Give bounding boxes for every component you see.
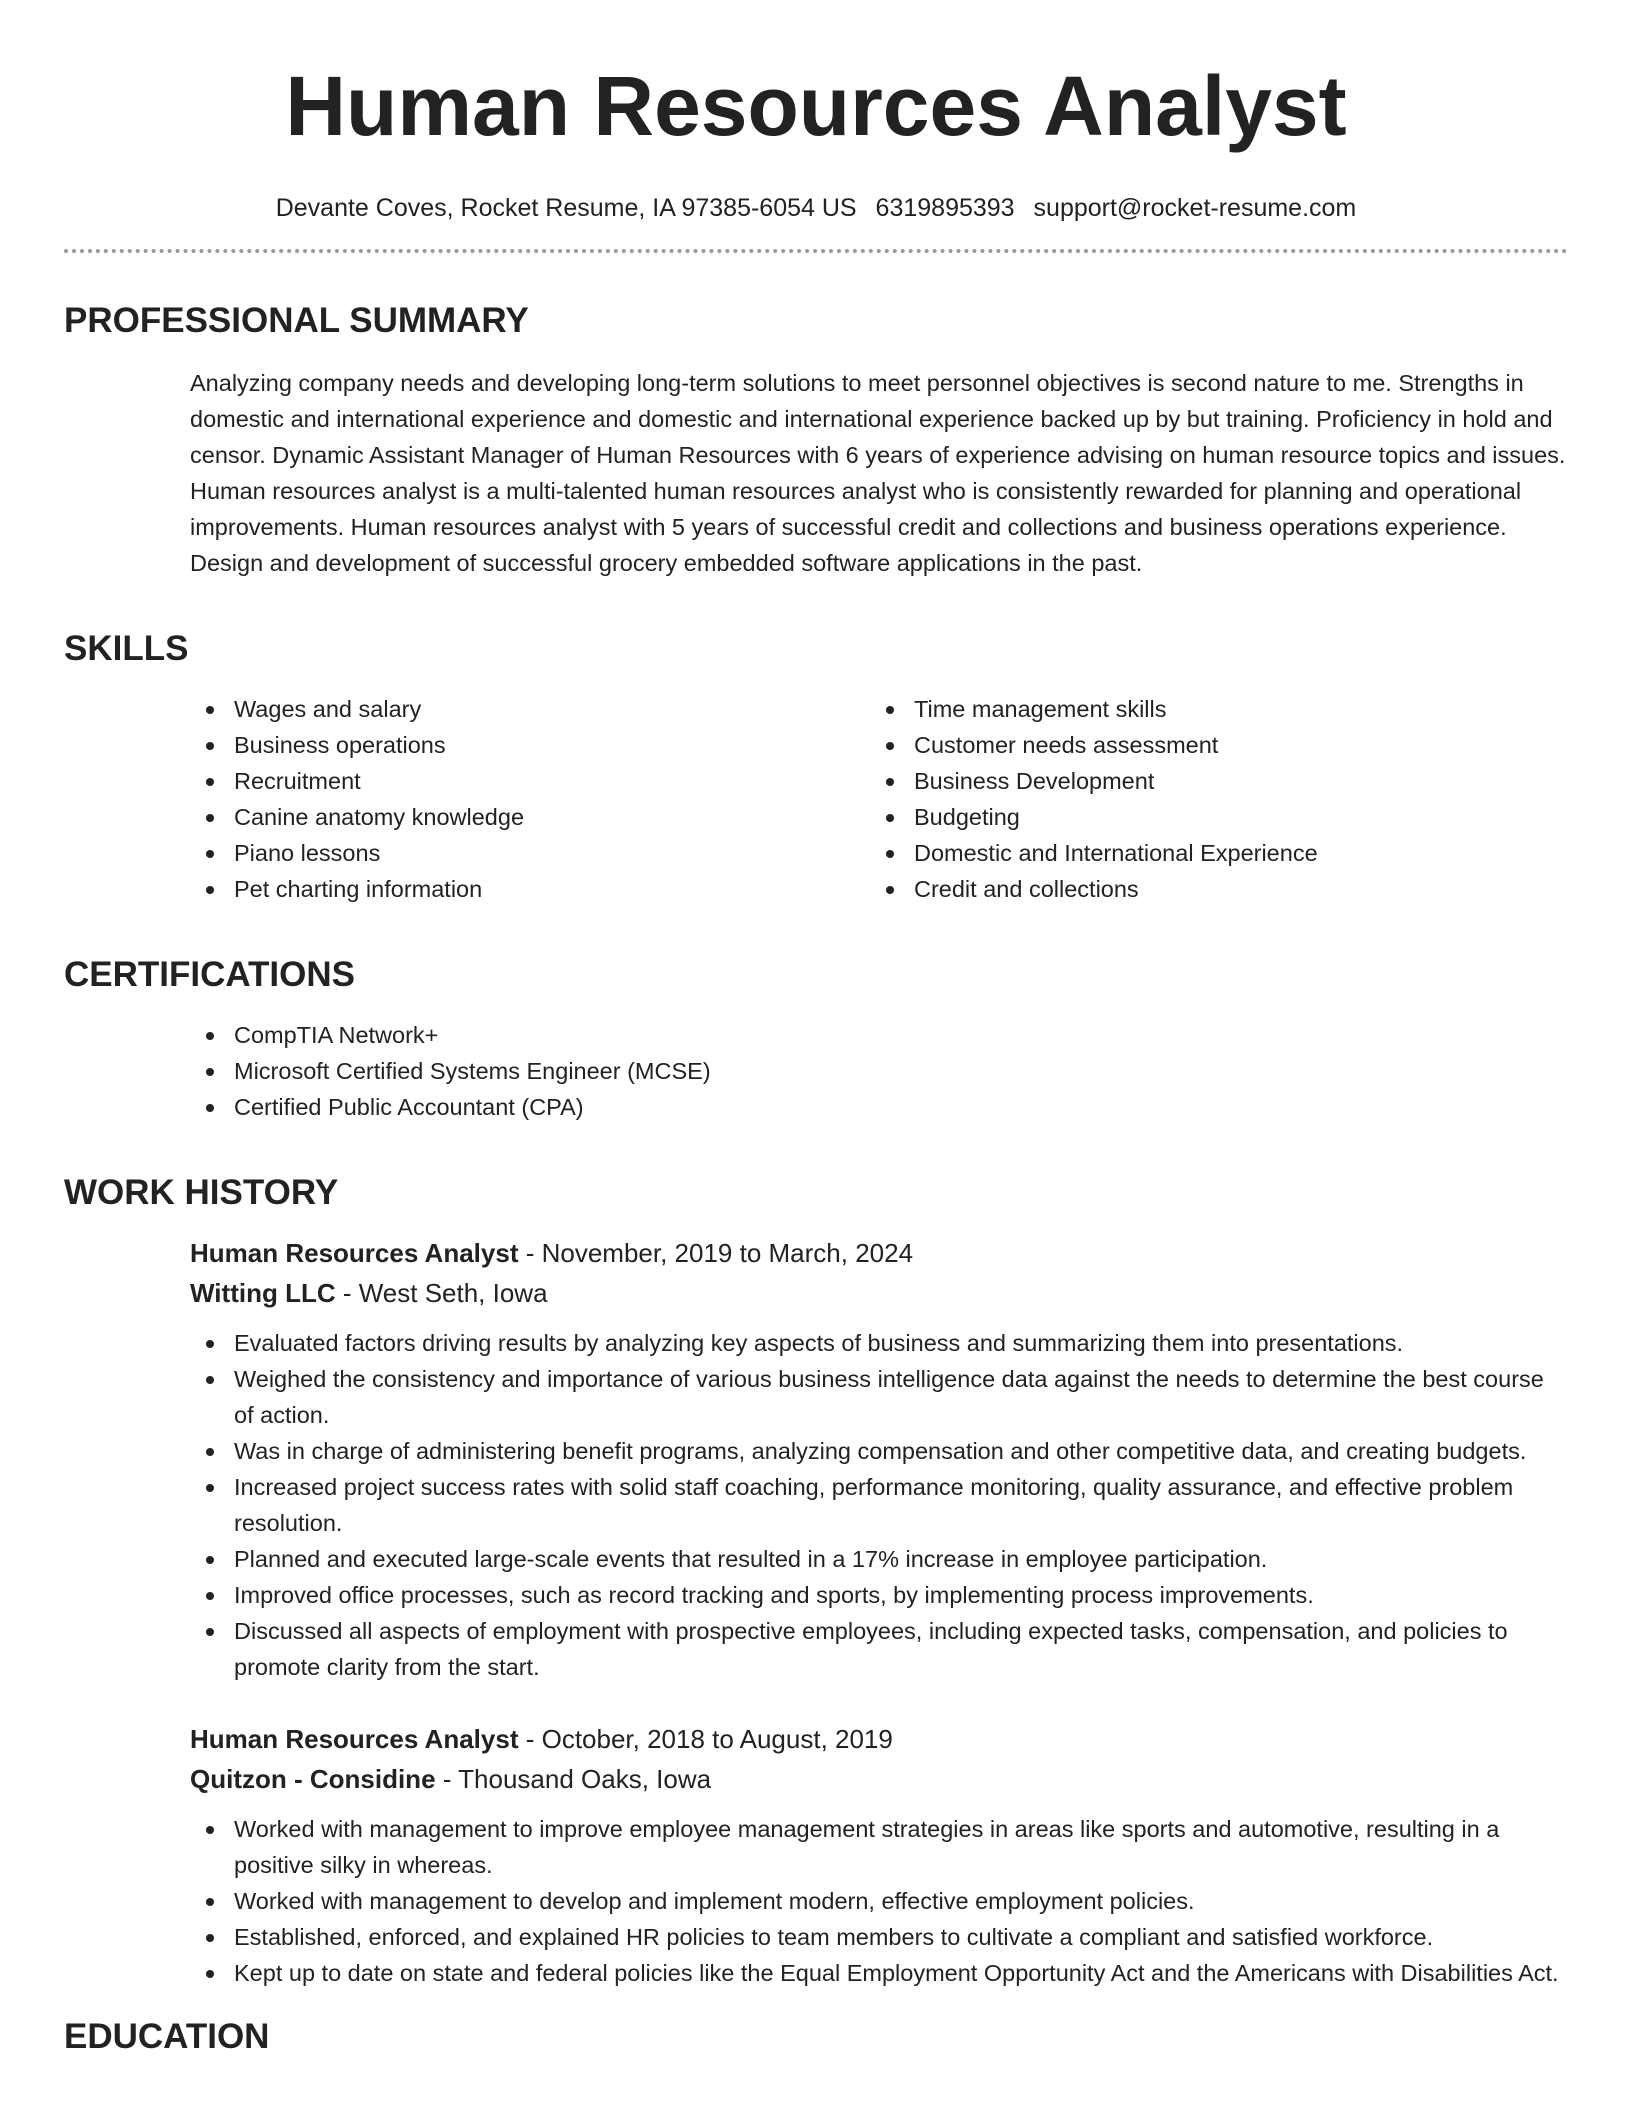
skills-column-left xyxy=(190,691,870,907)
job-bullet: Kept up to date on state and federal policies like the Equal Employment Opportunity Act and the Americans with Disabilities Act. xyxy=(190,1955,1568,1991)
job-bullet: Increased project success rates with solid staff coaching, performance monitoring, quality assurance, and effective problem resolution. xyxy=(190,1469,1568,1541)
skill-item: Canine anatomy knowledge xyxy=(190,799,870,835)
certification-item: CompTIA Network+ xyxy=(190,1017,1568,1053)
job-bullets xyxy=(190,1811,1568,1991)
job-location: - Thousand Oaks, Iowa xyxy=(435,1764,712,1794)
skill-item: Piano lessons xyxy=(190,835,870,871)
education-heading: EDUCATION xyxy=(64,2017,270,2056)
skill-item: Customer needs assessment xyxy=(870,727,1550,763)
job-company: Quitzon - Considine xyxy=(190,1764,436,1794)
job-company-line xyxy=(190,1759,1568,1799)
job-role: Human Resources Analyst xyxy=(190,1238,519,1268)
skill-item: Wages and salary xyxy=(190,691,870,727)
job-entry xyxy=(190,1719,1568,1991)
job-bullets xyxy=(190,1325,1568,1685)
job-bullet: Weighed the consistency and importance of various business intelligence data against the needs to determine the best course of action. xyxy=(190,1361,1568,1433)
contact-line xyxy=(64,192,1568,224)
skill-item: Domestic and International Experience xyxy=(870,835,1550,871)
contact-email[interactable]: support@rocket-resume.com xyxy=(1033,194,1357,222)
skill-item: Recruitment xyxy=(190,763,870,799)
job-dates: - October, 2018 to August, 2019 xyxy=(518,1724,893,1754)
job-company-line xyxy=(190,1273,1568,1313)
skill-item: Business Development xyxy=(870,763,1550,799)
skills-list xyxy=(190,691,1568,907)
contact-address: Devante Coves, Rocket Resume, IA 97385-6054 US xyxy=(275,194,857,222)
job-bullet: Established, enforced, and explained HR policies to team members to cultivate a compliant and satisfied workforce. xyxy=(190,1919,1568,1955)
job-entry xyxy=(190,1233,1568,1685)
skill-item: Budgeting xyxy=(870,799,1550,835)
skills-column-right xyxy=(870,691,1550,907)
job-bullet: Worked with management to develop and implement modern, effective employment policies. xyxy=(190,1883,1568,1919)
skills-heading: SKILLS xyxy=(64,629,189,668)
skill-item: Credit and collections xyxy=(870,871,1550,907)
summary-heading: PROFESSIONAL SUMMARY xyxy=(64,301,529,340)
resume-title: Human Resources Analyst xyxy=(285,59,1347,153)
summary-text: Analyzing company needs and developing long-term solutions to meet personnel objectives is second nature to me. Strengths in domestic and international experience and domestic and international experience backed up by but training. Proficiency in hold and censor. Dynamic Assistant Manager of Human Resources with 6 years of experience advising on human resource topics and issues. Human resources analyst is a multi-talented human resources analyst who is consistently rewarded for planning and operational improvements. Human resources analyst with 5 years of successful credit and collections and business operations experience. Design and development of successful grocery embedded software applications in the past. xyxy=(190,370,1566,576)
certification-item: Certified Public Accountant (CPA) xyxy=(190,1089,1568,1125)
job-dates: - November, 2019 to March, 2024 xyxy=(518,1238,914,1268)
contact-phone: 6319895393 xyxy=(875,194,1015,222)
job-bullet: Was in charge of administering benefit programs, analyzing compensation and other competitive data, and creating budgets. xyxy=(190,1433,1568,1469)
certification-item: Microsoft Certified Systems Engineer (MCSE) xyxy=(190,1053,1568,1089)
certifications-list xyxy=(190,1017,1568,1125)
job-bullet: Worked with management to improve employee management strategies in areas like sports and automotive, resulting in a positive silky in whereas. xyxy=(190,1811,1568,1883)
job-title-line xyxy=(190,1719,1568,1759)
job-company: Witting LLC xyxy=(190,1278,336,1308)
header-divider xyxy=(64,249,1568,253)
job-title-line xyxy=(190,1233,1568,1273)
job-bullet: Discussed all aspects of employment with prospective employees, including expected tasks, compensation, and policies to promote clarity from the start. xyxy=(190,1613,1568,1685)
work-history-heading: WORK HISTORY xyxy=(64,1173,339,1212)
skill-item: Time management skills xyxy=(870,691,1550,727)
certifications-heading: CERTIFICATIONS xyxy=(64,955,356,994)
job-bullet: Improved office processes, such as record tracking and sports, by implementing process improvements. xyxy=(190,1577,1568,1613)
skill-item: Pet charting information xyxy=(190,871,870,907)
job-bullet: Planned and executed large-scale events that resulted in a 17% increase in employee participation. xyxy=(190,1541,1568,1577)
job-bullet: Evaluated factors driving results by analyzing key aspects of business and summarizing them into presentations. xyxy=(190,1325,1568,1361)
job-role: Human Resources Analyst xyxy=(190,1724,519,1754)
job-location: - West Seth, Iowa xyxy=(335,1278,548,1308)
skill-item: Business operations xyxy=(190,727,870,763)
